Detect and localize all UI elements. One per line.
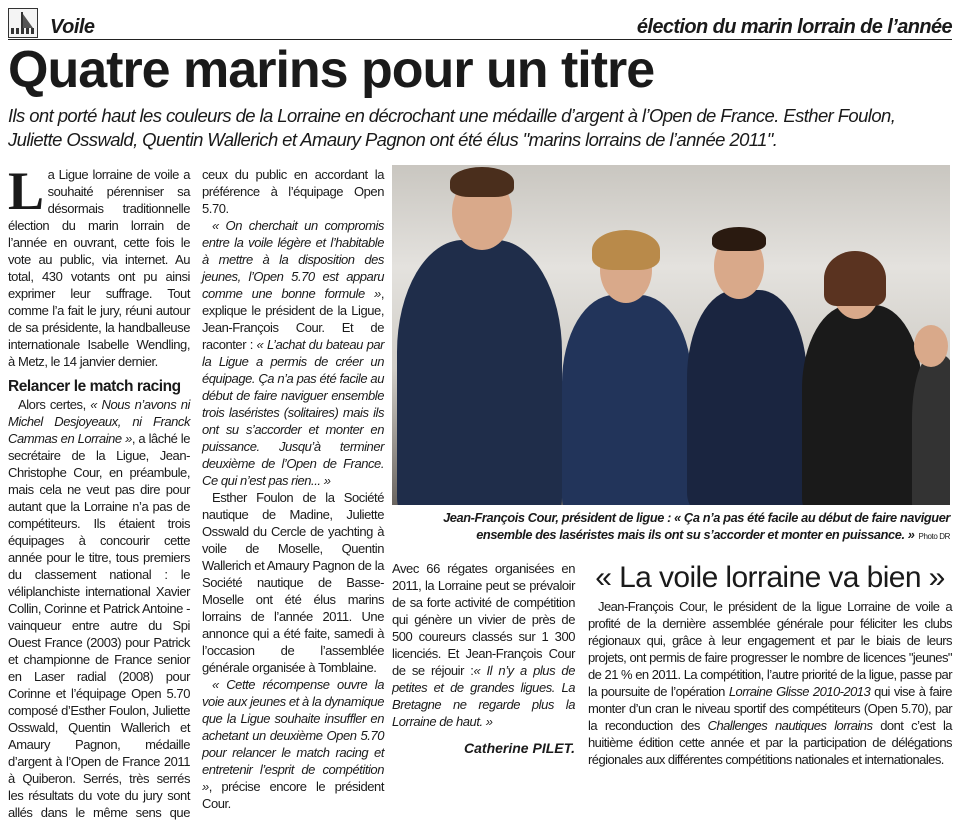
article-columns [8,161,385,821]
sidebar-text [588,598,952,768]
caption-text: Jean-François Cour, président de ligue : « Ça n’a pas été facile au début de faire naviguer ensemble des laséristes mais ils ont su s’accorder et monter en puissance. » [443,510,950,542]
section-rubric [8,6,952,40]
section-label: Voile [50,16,95,38]
article-column-3 [392,560,575,757]
text: , précise encore le président Cour. [202,779,384,811]
paragraph [588,598,952,768]
text: Jean-François Cour, le président de la ligue Lorraine de voile a profité de la dernière assemblée générale pour féliciter les clubs régionaux qui, grâce à leur engagement et par le biais de leurs projets, ont permis de faire progresser le nombre de licences "jeunes" de 21 % en 2011. La compétition, l’autre priorité de la ligue, passe par la poursuite de l’opération [588,599,952,699]
quote: « Nous n’avons ni Michel Desjoyeaux, ni Franck Cammas en Lorraine » [8,397,190,446]
paragraph [202,217,384,489]
photo-caption [392,509,950,545]
text: , explique le président de la Ligue, Jean-François Cour. Et de raconter : [202,286,384,352]
paragraph [202,676,384,812]
italic-text: Challenges nautiques lorrains [707,718,873,733]
text: dont c’est la huitième édition cette année et par la participation de délégations régionales aux différentes compétitions nationales et internationales. [588,718,952,767]
text: Alors certes, [18,397,91,412]
quote: « L’achat du bateau par la Ligue a permis de créer un équipage. Ça n’a pas été facile au début de faire naviguer ensemble trois laséristes (solitaires) mais ils ont su s’accorder et monter en puissance. Jusqu’à terminer deuxième de l’Open de France. Ce qui n’est pas rien... » [202,337,385,488]
headline: Quatre marins pour un titre [8,41,655,99]
sailing-icon [8,8,38,38]
photo-credit: Photo DR [918,532,950,541]
quote: « Cette récompense ouvre la voie aux jeunes et à la dynamique que la Ligue souhaite insuffler en achetant un deuxième Open 5.70 pour relancer le match racing et entretenir l’esprit de compétition » [202,677,384,794]
text: a Ligue lorraine de voile a souhaité pérenniser sa désormais traditionnelle élection du marin lorrain de l’année en ouvrant, cette fois le vote au public, via internet. Au total, 430 votants ont pu ainsi exprimer leur suffrage. Tout comme l’a fait le jury, réuni autour de sa présidente, la handballeuse internationale Isabelle Wendling, à Metz, le 14 janvier dernier. [8,167,190,369]
text: , a lâché le secrétaire de la Ligue, Jean-Christophe Cour, en préambule, mais cela ne veut pas dire pour autant que la Lorraine n’a pas de compétiteurs. Ils étaient trois équipages à concourir cette année pour le titre, tous premiers du classement national : le véliplanchiste international Xavier Collin, Corinne et Patrick Antoine - vainqueur entre autre du Spi Ouest France (2003) pour Patrick et championne de France senior en Laser radial (2008) pour Corinne et l’équipage Open 5.70 composé d’Esther Foulon, Juliette Osswald, Quentin Wallerich et Amaury Pagnon, médaille d’argent à l’Open de France 2011 à Quiberon. Serrés, très serrés les résultats du vote du jury sont allés dans le même sens que ceux du public en accordant la préférence à l’équipage Open 5.70. [8,167,384,820]
quote: « Il n’y a plus de petites et de grandes ligues. La Bretagne ne regarde plus la Lorraine de haut. » [392,663,575,729]
kicker: élection du marin lorrain de l’année [636,16,952,38]
paragraph: Esther Foulon de la Société nautique de Madine, Juliette Osswald du Cercle de yachting à voile de Moselle, Quentin Wallerich et Amaury Pagnon de la Société nautique de Basse-Moselle ont été élus marins lorrains de l’année 2011. Une annonce qui a été faite, samedi à l’occasion de l’assemblée générale organisée à Tomblaine. [202,490,384,675]
standfirst: Ils ont porté haut les couleurs de la Lorraine en décrochant une médaille d’argent à l’Open de France. Esther Foulon, Juliette Osswald, Quentin Wallerich et Amaury Pagnon ont été élus "marins lorrains de l’année 2011". [8,105,896,150]
quote: « On cherchait un compromis entre la voile légère et l’habitable à mettre à la disposition des jeunes, l’Open 5.70 est apparu comme une bonne formule » [202,218,384,301]
sidebar-title: « La voile lorraine va bien » [595,561,945,594]
text: Avec 66 régates organisées en 2011, la Lorraine peut se prévaloir de sa forte activité de compétition qui génère un vivier de près de 500 coureurs classés sur 1 300 licenciés. Et Jean-François Cour de se réjouir : [392,561,575,678]
dropcap: L [8,161,44,221]
text: qui vise à faire monter d’un cran le niveau sportif des compétiteurs (Open 5.70), par la reconduction des [588,684,952,733]
paragraph [392,560,575,730]
photo-sailors [392,165,950,505]
italic-text: Lorraine Glisse 2010-2013 [728,684,871,699]
byline: Catherine PILET. [464,740,575,756]
subheading: Relancer le match racing [8,378,181,395]
paragraph [8,161,190,370]
